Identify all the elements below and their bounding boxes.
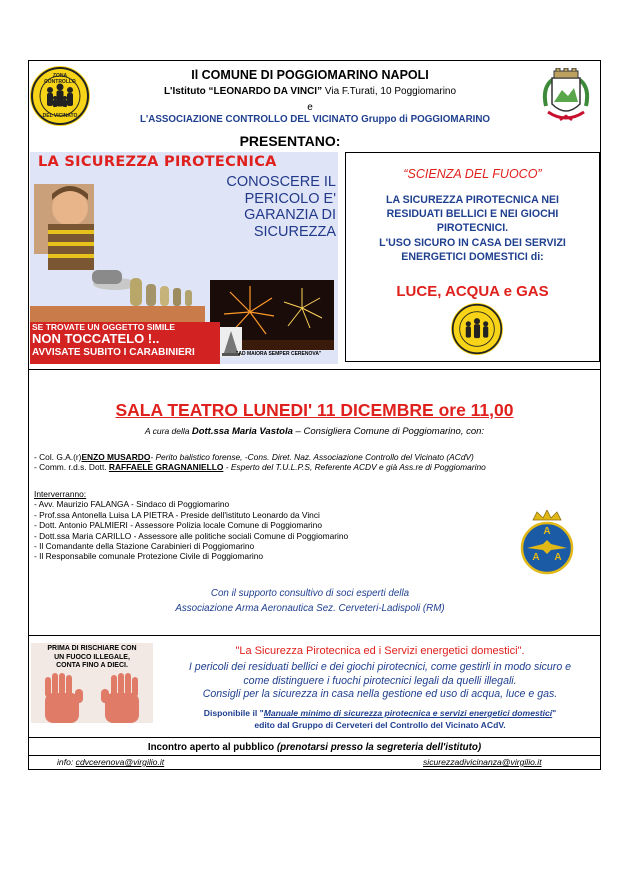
reservation-note: (prenotarsi presso la segreteria dell'istituto) [274, 742, 482, 753]
neighborhood-watch-logo-left [30, 66, 90, 126]
description-line: Consigli per la sicurezza in casa nella gestione ed uso di acqua, luce e gas. [202, 688, 558, 700]
speaker-item: - Dott.ssa Maria CARILLO - Assessore alle politiche sociali Comune di Poggiomarino [34, 530, 349, 541]
aaa-letter: A [532, 552, 540, 563]
header-line-2 [100, 86, 520, 97]
description-line: come distinguere i fuochi pirotecnici legali da quelli illegali. [243, 674, 517, 687]
manual-availability [160, 708, 600, 718]
manual-prefix: Disponibile il " [203, 708, 264, 718]
poster-subtitle-line: CONOSCERE IL [226, 174, 336, 190]
speakers-heading: Interverranno: [34, 489, 87, 499]
hands-warning-image [31, 643, 153, 723]
logo-top-text: ZONA CONTROLLO [44, 73, 76, 85]
family-figures-icon [451, 303, 503, 355]
presentano-heading: PRESENTANO: [239, 133, 341, 149]
email-link-sicurezza[interactable]: sicurezzadivicinanza@virgilio.it [423, 757, 542, 767]
bottom-quote: "La Sicurezza Pirotecnica ed i Servizi energetici domestici". [235, 645, 525, 657]
speaker-item: - Il Responsabile comunale Protezione Civile di Poggiomarino [34, 551, 264, 562]
aaa-letter: A [543, 526, 551, 537]
banner-line-3: AVVISATE SUBITO I CARABINIERI [32, 347, 195, 358]
hands-icon [31, 671, 153, 723]
manual-suffix: " [552, 708, 557, 718]
header-line-1: Il COMUNE DI POGGIOMARINO NAPOLI [191, 68, 429, 82]
school-name: L'Istituto “LEONARDO DA VINCI” [163, 86, 323, 97]
curated-name: Dott.ssa Maria Vastola [191, 426, 293, 437]
curated-rest: – Consigliera Comune di Poggiomarino, con: [292, 426, 485, 437]
poster-subtitle [206, 174, 336, 240]
guest-role: - Perito balistico forense, -Cons. Diret. Naz. Associazione Controllo del Vicinato (ACdV) [150, 452, 474, 462]
science-line: ENERGETICI DOMESTICI di: [401, 250, 544, 263]
open-meeting-label: Incontro aperto al pubblico [147, 742, 275, 753]
poster-subtitle-line: GARANZIA DI [244, 207, 336, 223]
pyrotechnic-poster [30, 152, 338, 364]
warning-banner [30, 322, 220, 364]
science-line: PIROTECNICI. [436, 222, 509, 235]
utilities-highlight: LUCE, ACQUA e GAS [396, 283, 549, 300]
science-lines [348, 193, 597, 264]
hands-text-line: PRIMA DI RISCHIARE CON [47, 645, 137, 652]
municipal-crest [538, 68, 594, 134]
banner-line-2: NON TOCCATELO !.. [32, 331, 160, 346]
support-line-2: Associazione Arma Aeronautica Sez. Cerveteri-Ladispoli (RM) [175, 603, 445, 614]
poster-motto: "AD MAIORA SEMPER CERENOVA" [236, 351, 322, 357]
logo-bottom-text: DEL VICINATO [42, 113, 78, 119]
hands-text [31, 645, 153, 671]
science-of-fire-box [345, 152, 600, 362]
curated-prefix: A cura della [144, 426, 192, 436]
speaker-item: - Prof.ssa Antonella Luisa LA PIETRA - Preside dell'istituto Leonardo da Vinci [34, 509, 320, 520]
child-with-ordnance-illustration [30, 174, 205, 322]
bottom-description [160, 661, 600, 702]
speakers-list [34, 489, 348, 562]
poster-title: LA SICUREZZA PIROTECNICA [38, 154, 277, 170]
speaker-item: - Il Comandante della Stazione Carabinieri di Poggiomarino [34, 541, 255, 552]
poster-subtitle-line: SICUREZZA [253, 223, 336, 240]
poster-subtitle-line: PERICOLO E' [244, 190, 336, 207]
guest-prefix: - Comm. r.d.s. Dott. [34, 462, 109, 473]
banner-line-1: SE TROVATE UN OGGETTO SIMILE [32, 322, 176, 332]
aeronautica-emblem-icon [519, 510, 575, 576]
divider [28, 635, 601, 636]
neighborhood-watch-logo-center [451, 303, 503, 355]
hands-text-line: CONTA FINO A DIECI. [56, 662, 128, 669]
speaker-item: - Avv. Maurizio FALANGA - Sindaco di Poggiomarino [34, 499, 230, 510]
divider [28, 737, 601, 738]
divider [28, 755, 601, 756]
aaa-letter: A [554, 552, 562, 563]
header-line-3: e [307, 102, 313, 113]
event-title: SALA TEATRO LUNEDI' 11 DICEMBRE ore 11,00 [115, 400, 514, 420]
hands-text-line: UN FUOCO ILLEGALE, [54, 653, 130, 661]
guest-name: RAFFAELE GRAGNANIELLO [108, 462, 224, 473]
info-label: info: [57, 757, 76, 767]
manual-title: Manuale minimo di sicurezza pirotecnica e servizi energetici domestici [263, 708, 553, 718]
guest-list [34, 452, 486, 473]
description-line: I pericoli dei residuati bellici e dei giochi pirotecnici, come gestirli in modo sicuro e [188, 661, 572, 673]
science-line: L'USO SICURO IN CASA DEI SERVIZI [379, 236, 566, 249]
science-title: “SCIENZA DEL FUOCO” [403, 167, 542, 181]
guest-item [34, 452, 486, 462]
divider [28, 369, 601, 370]
speaker-item: - Dott. Antonio PALMIERI - Assessore Polizia locale Comune di Poggiomarino [34, 520, 322, 531]
footer-contacts-left [57, 757, 164, 767]
aeronautica-badge [519, 510, 575, 576]
manual-publisher: edito dal Gruppo di Cerveteri del Controllo del Vicinato ACdV. [254, 720, 506, 730]
science-line: LA SICUREZZA PIROTECNICA NEI [385, 194, 560, 206]
guest-prefix: - Col. G.A.(r) [34, 452, 82, 462]
email-link-cdvcerenova[interactable]: cdvcerenova@virgilio.it [75, 757, 165, 767]
event-curated-by [28, 426, 601, 437]
science-line: RESIDUATI BELLICI E NEI GIOCHI [386, 208, 559, 221]
public-meeting-note [28, 742, 601, 753]
school-address: Via F.Turati, 10 Poggiomarino [322, 86, 457, 97]
header-line-4: L'ASSOCIAZIONE CONTROLLO DEL VICINATO Gruppo di POGGIOMARINO [139, 114, 491, 125]
guest-name: ENZO MUSARDO [81, 452, 151, 462]
crest-icon [538, 68, 594, 134]
support-line-1: Con il supporto consultivo di soci esperti della [210, 588, 410, 599]
guest-item [34, 462, 486, 472]
guest-role: - Esperto del T.U.L.P.S, Referente ACDV e già Ass.re di Poggiomarino [223, 462, 486, 473]
